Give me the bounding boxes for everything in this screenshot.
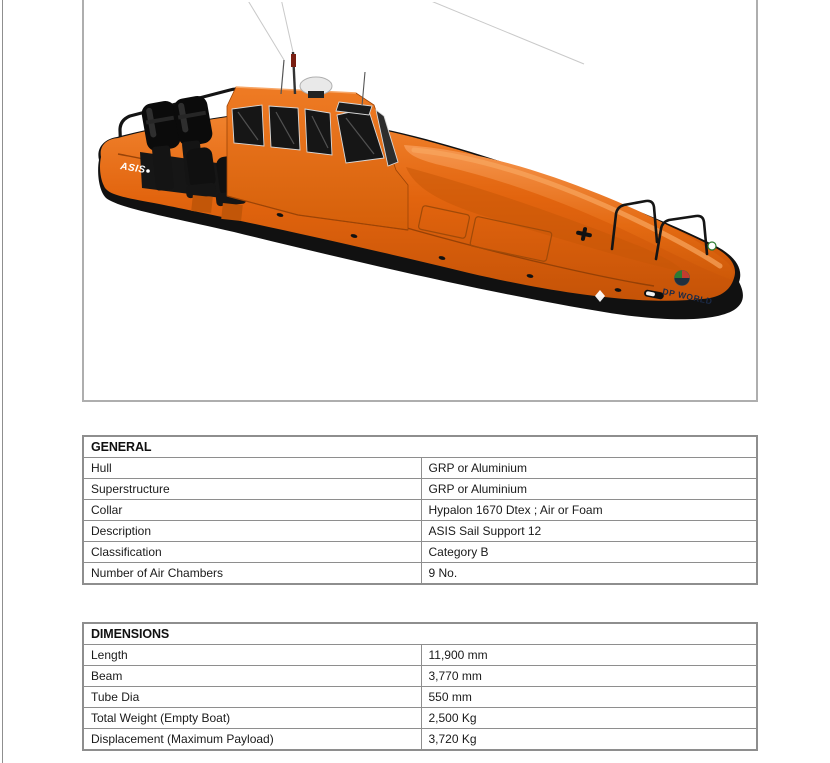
dp-world-decal: DP WORLD — [661, 286, 714, 307]
boat-render — [84, 2, 752, 398]
spec-label: Total Weight (Empty Boat) — [83, 708, 421, 729]
spec-label: Length — [83, 645, 421, 666]
spec-label: Collar — [83, 500, 421, 521]
boat-image-frame — [82, 0, 758, 402]
spec-value: GRP or Aluminium — [421, 458, 757, 479]
table-header-row — [83, 623, 757, 645]
table-header-row — [83, 436, 757, 458]
spec-label: Number of Air Chambers — [83, 563, 421, 585]
spec-value: ASIS Sail Support 12 — [421, 521, 757, 542]
boat-cabin — [227, 52, 408, 230]
asis-decal-dot — [146, 169, 150, 173]
table-row — [83, 645, 757, 666]
spec-value: 11,900 mm — [421, 645, 757, 666]
table-row — [83, 666, 757, 687]
spec-label: Displacement (Maximum Payload) — [83, 729, 421, 751]
table-row — [83, 479, 757, 500]
table-row — [83, 563, 757, 585]
spec-value: 9 No. — [421, 563, 757, 585]
table-row — [83, 500, 757, 521]
spec-value: GRP or Aluminium — [421, 479, 757, 500]
spec-value: Hypalon 1670 Dtex ; Air or Foam — [421, 500, 757, 521]
spec-label: Beam — [83, 666, 421, 687]
spec-label: Classification — [83, 542, 421, 563]
spec-value: 2,500 Kg — [421, 708, 757, 729]
dimensions-table — [82, 622, 758, 751]
far-tube-logo — [708, 242, 716, 250]
page-left-rule — [2, 0, 3, 763]
flag-roundel — [675, 271, 690, 286]
spec-value: Category B — [421, 542, 757, 563]
table-row — [83, 708, 757, 729]
asis-decal: ASIS — [119, 161, 147, 176]
table-row — [83, 458, 757, 479]
radar-mount — [308, 91, 324, 98]
mast — [291, 52, 296, 94]
spec-value: 3,720 Kg — [421, 729, 757, 751]
spec-label: Hull — [83, 458, 421, 479]
spec-value: 550 mm — [421, 687, 757, 708]
general-table — [82, 435, 758, 585]
table-row — [83, 687, 757, 708]
spec-value: 3,770 mm — [421, 666, 757, 687]
table-row — [83, 729, 757, 751]
dimensions-table-title: DIMENSIONS — [83, 623, 757, 645]
spec-label: Description — [83, 521, 421, 542]
table-row — [83, 521, 757, 542]
general-table-title: GENERAL — [83, 436, 757, 458]
spec-label: Tube Dia — [83, 687, 421, 708]
table-row — [83, 542, 757, 563]
spec-label: Superstructure — [83, 479, 421, 500]
